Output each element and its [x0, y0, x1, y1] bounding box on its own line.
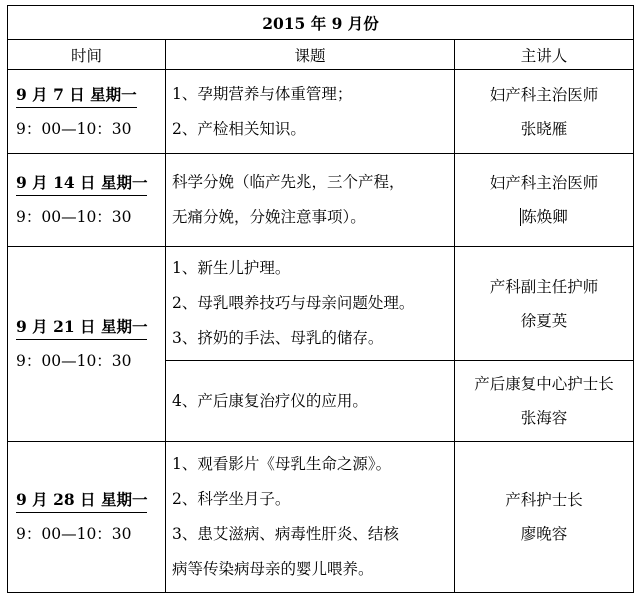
- time-cell: [8, 247, 166, 442]
- speaker-name: 廖晚容: [520, 525, 568, 543]
- session-time: 9：00—10：30: [16, 352, 132, 370]
- speaker-title: 产后康复中心护士长: [474, 375, 614, 393]
- speaker-cell: [455, 70, 634, 154]
- topic-cell: [166, 70, 455, 154]
- speaker-cell: [455, 361, 634, 442]
- schedule-table: [7, 5, 634, 593]
- topic-line: 2、母乳喂养技巧与母亲问题处理。: [172, 294, 415, 312]
- session-date: 9 月 14 日 星期一: [16, 172, 147, 196]
- speaker-title: 产科护士长: [505, 491, 583, 509]
- time-cell: [8, 70, 166, 154]
- table-row: [8, 247, 634, 361]
- session-time: 9：00—10：30: [16, 119, 132, 138]
- speaker-title: 妇产科主治医师: [489, 174, 599, 192]
- speaker-name: 张海容: [520, 409, 568, 427]
- header-time: 时间: [8, 40, 166, 70]
- session-time: 9：00—10：30: [16, 208, 132, 226]
- speaker-cell: [455, 442, 634, 593]
- table-row: [8, 442, 634, 593]
- session-time: 9：00—10：30: [16, 525, 132, 543]
- speaker-cell: [455, 247, 634, 361]
- topic-line: 2、产检相关知识。: [172, 119, 306, 138]
- time-cell: [8, 442, 166, 593]
- session-date: 9 月 28 日 星期一: [16, 489, 147, 513]
- topic-line: 科学分娩（临产先兆，三个产程，: [172, 173, 405, 191]
- time-cell: [8, 154, 166, 247]
- table-row: [8, 70, 634, 154]
- topic-cell: [166, 247, 455, 361]
- topic-line: 2、科学坐月子。: [172, 490, 291, 508]
- speaker-cell: [455, 154, 634, 247]
- topic-line: 3、挤奶的手法、母乳的储存。: [172, 329, 384, 347]
- topic-cell: [166, 154, 455, 247]
- speaker-name: 徐夏英: [520, 311, 568, 330]
- header-topic: 课题: [166, 40, 455, 70]
- table-title: 2015 年 9 月份: [8, 6, 634, 40]
- topic-line: 无痛分娩，分娩注意事项）。: [172, 208, 366, 226]
- topic-cell: [166, 361, 455, 442]
- topic-line: 1、观看影片《母乳生命之源》。: [172, 455, 392, 473]
- topic-line: 病等传染病母亲的婴儿喂养。: [172, 560, 374, 578]
- table-row: [8, 154, 634, 247]
- topic-line: 3、患艾滋病、病毒性肝炎、结核: [172, 525, 399, 543]
- speaker-title: 产科副主任护师: [489, 277, 599, 296]
- speaker-name: 张晓雁: [520, 119, 568, 138]
- topic-cell: [166, 442, 455, 593]
- session-date: 9 月 7 日 星期一: [16, 84, 137, 108]
- topic-line: 1、新生儿护理。: [172, 259, 291, 277]
- session-date: 9 月 21 日 星期一: [16, 316, 147, 340]
- speaker-title: 妇产科主治医师: [489, 85, 599, 104]
- header-speaker: 主讲人: [455, 40, 634, 70]
- speaker-name: 陈焕卿: [521, 208, 568, 226]
- topic-line: 1、孕期营养与体重管理；: [172, 84, 353, 103]
- topic-line: 4、产后康复治疗仪的应用。: [172, 391, 368, 410]
